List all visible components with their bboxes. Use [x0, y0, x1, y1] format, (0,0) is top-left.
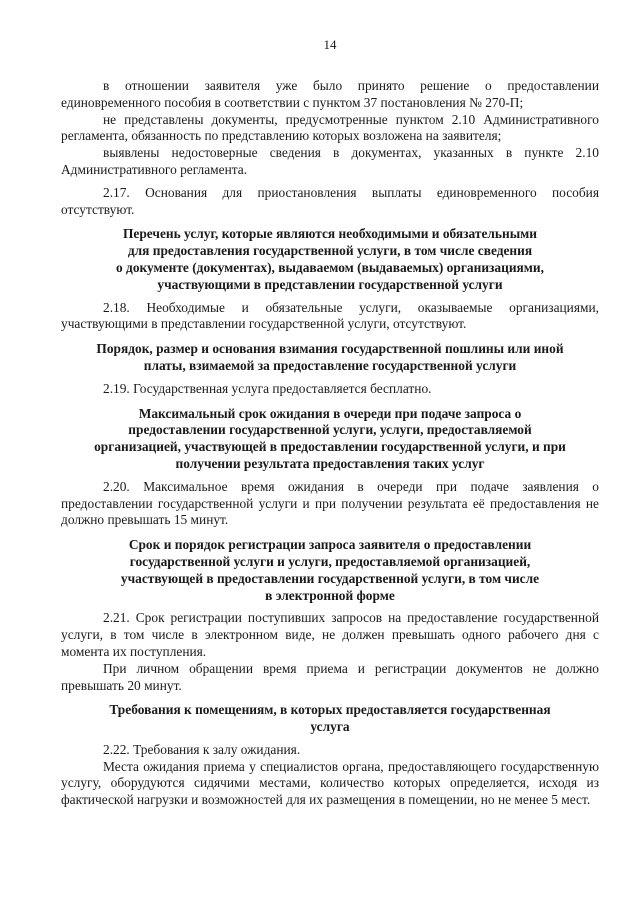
- heading-line: участвующей в предоставлении государственной услуги, в том числе: [120, 570, 540, 586]
- heading-max-waiting-time: [61, 406, 599, 473]
- heading-line: Максимальный срок ожидания в очереди при подаче запроса о: [138, 405, 522, 421]
- heading-state-fee: [61, 341, 599, 375]
- paragraph-2-20: 2.20. Максимальное время ожидания в очереди при подаче заявления о предоставлении государственной услуги и при получении результата её предоставления не должно превышать 15 минут.: [61, 478, 599, 528]
- heading-line: Порядок, размер и основания взимания государственной пошлины или иной: [96, 341, 564, 357]
- paragraph-decision-taken: в отношении заявителя уже было принято решение о предоставлении единовременного пособия в соответствии с пунктом 37 постановления № 270-П;: [61, 78, 599, 110]
- heading-line: организацией, участвующей в предоставлении государственной услуги, и при: [94, 439, 566, 455]
- paragraph-2-22: 2.22. Требования к залу ожидания.: [103, 741, 301, 757]
- heading-line: Требования к помещениям, в которых предоставляется государственная: [109, 702, 551, 718]
- paragraph-2-21: 2.21. Срок регистрации поступивших запросов на предоставление государственной услуги, в том числе в электронном виде, не должен превышать одного рабочего дня с момента их поступления.: [61, 610, 599, 659]
- paragraph-false-information: выявлены недостоверные сведения в документах, указанных в пункте 2.10 Административного регламента.: [61, 145, 599, 177]
- heading-line: Срок и порядок регистрации запроса заявителя о предоставлении: [128, 537, 532, 553]
- heading-premises-requirements: [61, 702, 599, 736]
- heading-line: участвующими в представлении государственной услуги: [157, 276, 503, 292]
- paragraph-2-17: 2.17. Основания для приостановления выплаты единовременного пособия отсутствуют.: [61, 184, 599, 217]
- heading-registration-term: [61, 537, 599, 604]
- heading-line: о документе (документах), выдаваемом (выдаваемых) организациями,: [116, 259, 544, 275]
- heading-line: платы, взимаемой за предоставление государственной услуги: [143, 357, 517, 373]
- heading-line: для предоставления государственной услуги, в том числе сведения: [127, 243, 533, 259]
- heading-line: в электронной форме: [265, 587, 395, 603]
- heading-line: Перечень услуг, которые являются необходимыми и обязательными: [123, 226, 537, 242]
- page-number: 14: [323, 37, 337, 52]
- heading-line: предоставлении государственной услуги, услуги, предоставляемой: [128, 422, 532, 438]
- paragraph-documents-not-submitted: не представлены документы, предусмотренные пунктом 2.10 Административного регламента, обязанность по представлению которых возложена на заявителя;: [61, 111, 599, 144]
- heading-line: получении результата предоставления таких услуг: [175, 455, 485, 471]
- paragraph-waiting-places: Места ожидания приема у специалистов органа, предоставляющего государственную услугу, оборудуются сидячими местами, количество которых определяется, исходя из фактической нагрузки и возможностей для их размещения в помещении, но не менее 5 мест.: [61, 758, 599, 808]
- heading-required-services: [61, 226, 599, 293]
- heading-line: услуга: [310, 719, 350, 735]
- paragraph-personal-visit: При личном обращении время приема и регистрации документов не должно превышать 20 минут.: [61, 660, 599, 693]
- paragraph-2-19: 2.19. Государственная услуга предоставляется бесплатно.: [103, 380, 432, 396]
- paragraph-2-18: 2.18. Необходимые и обязательные услуги, оказываемые организациями, участвующими в представлении государственной услуги, отсутствуют.: [61, 299, 599, 332]
- heading-line: государственной услуги и услуги, предоставляемой организацией,: [129, 553, 531, 569]
